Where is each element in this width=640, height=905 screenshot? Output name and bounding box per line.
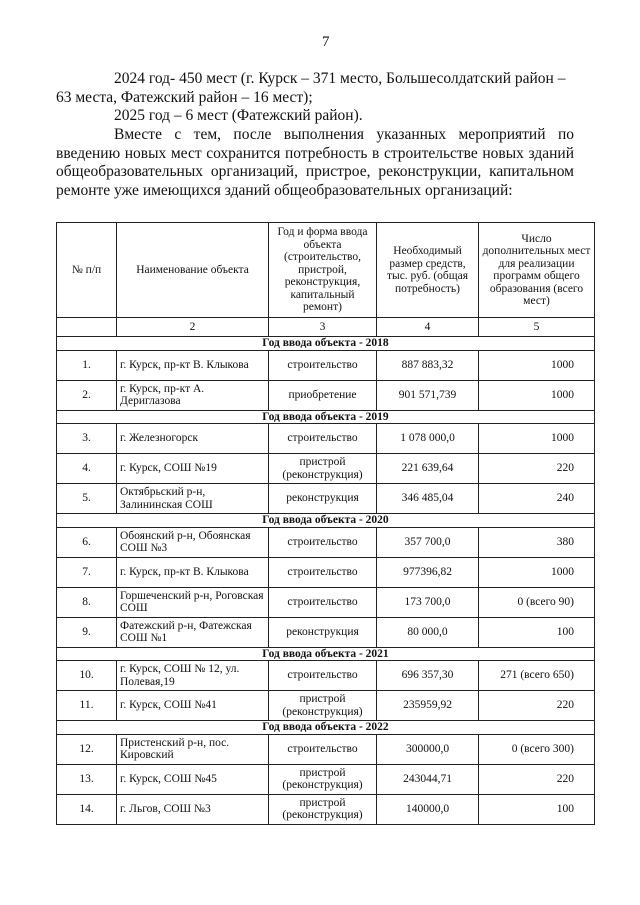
table-row (57, 661, 595, 691)
row-name: Обоянский р-н, Обоянская СОШ №3 (117, 527, 269, 557)
row-no: 11. (57, 691, 117, 721)
row-no: 7. (57, 557, 117, 587)
objects-table (56, 222, 595, 825)
row-seats: 380 (479, 527, 595, 557)
row-name: Фатежский р-н, Фатежская СОШ №1 (117, 617, 269, 647)
row-seats: 1000 (479, 557, 595, 587)
row-type: пристрой (реконструкция) (269, 794, 377, 824)
row-no: 9. (57, 617, 117, 647)
year-label: Год ввода объекта - 2021 (57, 647, 595, 661)
row-name: Горшеченский р-н, Роговская СОШ (117, 587, 269, 617)
row-no: 6. (57, 527, 117, 557)
year-label: Год ввода объекта - 2018 (57, 337, 595, 351)
row-cost: 887 883,32 (377, 350, 479, 380)
year-row-2018 (57, 337, 595, 351)
table-row (57, 691, 595, 721)
column-numbers-row (57, 318, 595, 337)
year-label: Год ввода объекта - 2022 (57, 721, 595, 735)
row-cost: 235959,92 (377, 691, 479, 721)
col-number-2: 2 (117, 318, 269, 337)
row-name: Пристенский р-н, пос. Кировский (117, 734, 269, 764)
row-no: 10. (57, 661, 117, 691)
table-row (57, 617, 595, 647)
row-seats: 0 (всего 300) (479, 734, 595, 764)
row-no: 14. (57, 794, 117, 824)
row-name: г. Курск, СОШ №41 (117, 691, 269, 721)
col-number-1 (57, 318, 117, 337)
year-label: Год ввода объекта - 2020 (57, 514, 595, 528)
col-number-5: 5 (479, 318, 595, 337)
row-seats: 0 (всего 90) (479, 587, 595, 617)
row-type: строительство (269, 661, 377, 691)
year-row-2019 (57, 410, 595, 424)
row-type: реконструкция (269, 484, 377, 514)
row-type: пристрой (реконструкция) (269, 454, 377, 484)
row-cost: 140000,0 (377, 794, 479, 824)
paragraph-2025: 2025 год – 6 мест (Фатежский район). (114, 107, 363, 124)
row-seats: 220 (479, 691, 595, 721)
row-seats: 100 (479, 617, 595, 647)
row-type: реконструкция (269, 617, 377, 647)
row-name: г. Курск, СОШ №19 (117, 454, 269, 484)
row-cost: 346 485,04 (377, 484, 479, 514)
table-row (57, 424, 595, 454)
row-cost: 243044,71 (377, 764, 479, 794)
table-row (57, 764, 595, 794)
row-name: Октябрьский р-н, Залининская СОШ (117, 484, 269, 514)
header-no: № п/п (57, 223, 117, 318)
col-number-3: 3 (269, 318, 377, 337)
row-seats: 220 (479, 454, 595, 484)
table-row (57, 587, 595, 617)
row-cost: 1 078 000,0 (377, 424, 479, 454)
table-header-row (57, 223, 595, 318)
paragraph-intro: Вместе с тем, после выполнения указанных мероприятий по введению новых мест сохранится потребность в строительстве новых зданий общеобразовательных организаций, пристрое, реконструкции, капитальном ремонте уже имеющихся зданий общеобразовательных организаций: (56, 126, 574, 199)
row-cost: 173 700,0 (377, 587, 479, 617)
paragraph-2024: 2024 год- 450 мест (г. Курск – 371 место, Большесолдатский район – 63 места, Фатежский район – 16 мест); (56, 70, 566, 106)
row-no: 8. (57, 587, 117, 617)
table-row (57, 454, 595, 484)
table-row (57, 794, 595, 824)
row-type: строительство (269, 557, 377, 587)
row-type: строительство (269, 424, 377, 454)
year-row-2020 (57, 514, 595, 528)
header-type: Год и форма ввода объекта (строительство, пристрой, реконструкция, капитальный ремонт) (269, 223, 377, 318)
table-row (57, 557, 595, 587)
row-name: г. Курск, пр-кт В. Клыкова (117, 350, 269, 380)
table-row (57, 527, 595, 557)
row-type: строительство (269, 350, 377, 380)
row-cost: 696 357,30 (377, 661, 479, 691)
row-name: г. Курск, СОШ №45 (117, 764, 269, 794)
row-name: г. Курск, СОШ № 12, ул. Полевая,19 (117, 661, 269, 691)
row-cost: 300000,0 (377, 734, 479, 764)
row-type: пристрой (реконструкция) (269, 691, 377, 721)
row-seats: 220 (479, 764, 595, 794)
row-name: г. Курск, пр-кт А. Дериглазова (117, 380, 269, 410)
row-type: строительство (269, 527, 377, 557)
row-name: г. Курск, пр-кт В. Клыкова (117, 557, 269, 587)
year-label: Год ввода объекта - 2019 (57, 410, 595, 424)
row-cost: 357 700,0 (377, 527, 479, 557)
row-seats: 100 (479, 794, 595, 824)
row-type: строительство (269, 587, 377, 617)
row-seats: 1000 (479, 350, 595, 380)
page-number: 7 (322, 34, 330, 50)
row-cost: 977396,82 (377, 557, 479, 587)
row-name: г. Льгов, СОШ №3 (117, 794, 269, 824)
row-no: 2. (57, 380, 117, 410)
row-no: 1. (57, 350, 117, 380)
row-type: строительство (269, 734, 377, 764)
table-row (57, 734, 595, 764)
row-seats: 1000 (479, 380, 595, 410)
header-seats: Число дополнительных мест для реализации программ общего образования (всего мест) (479, 223, 595, 318)
row-no: 5. (57, 484, 117, 514)
table-row (57, 484, 595, 514)
table-row (57, 380, 595, 410)
table-row (57, 350, 595, 380)
row-cost: 80 000,0 (377, 617, 479, 647)
row-type: приобретение (269, 380, 377, 410)
row-type: пристрой (реконструкция) (269, 764, 377, 794)
year-row-2021 (57, 647, 595, 661)
row-no: 12. (57, 734, 117, 764)
header-cost: Необходимый размер средств, тыс. руб. (общая потребность) (377, 223, 479, 318)
row-no: 3. (57, 424, 117, 454)
row-no: 13. (57, 764, 117, 794)
year-row-2022 (57, 721, 595, 735)
row-cost: 901 571,739 (377, 380, 479, 410)
row-seats: 240 (479, 484, 595, 514)
row-seats: 1000 (479, 424, 595, 454)
row-no: 4. (57, 454, 117, 484)
row-name: г. Железногорск (117, 424, 269, 454)
row-seats: 271 (всего 650) (479, 661, 595, 691)
header-name: Наименование объекта (117, 223, 269, 318)
row-cost: 221 639,64 (377, 454, 479, 484)
col-number-4: 4 (377, 318, 479, 337)
